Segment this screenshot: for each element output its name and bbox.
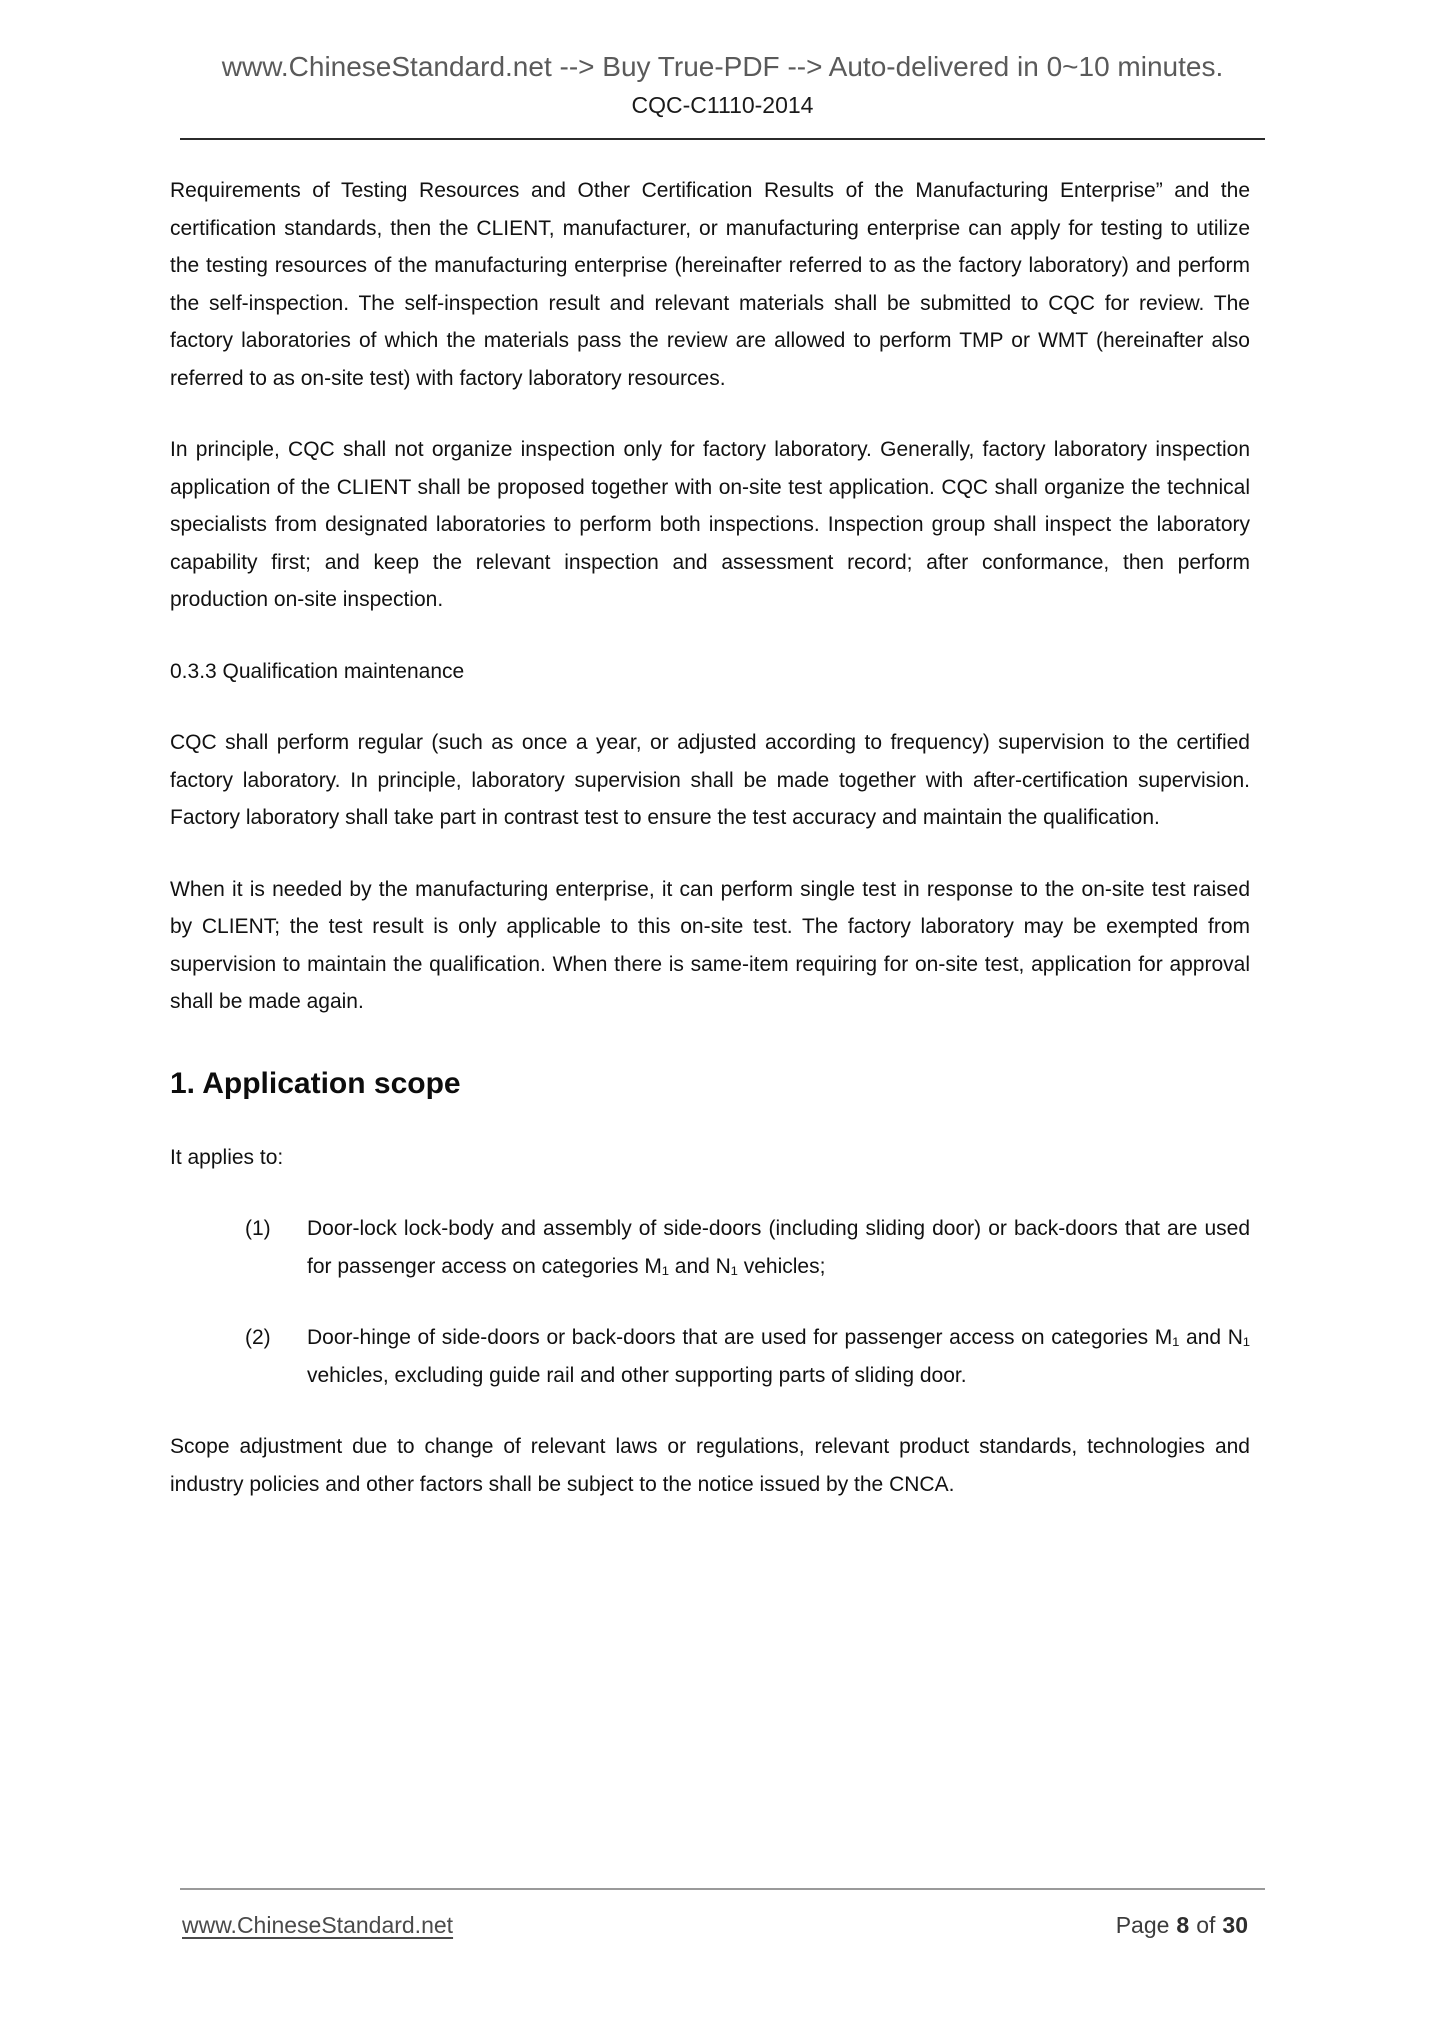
header-rule [180,138,1265,140]
page-footer [182,1908,1248,1942]
section-heading: 1. Application scope [170,1066,461,1100]
paragraph-4: When it is needed by the manufacturing enterprise, it can perform single test in response to the on-site test raised by CLIENT; the test result is only applicable to this on-site test. The factory laboratory may be exempted from supervision to maintain the qualification. When there is same-item requiring for on-site test, application for approval shall be made again. [170,877,1250,1013]
page-label: Page [1115,1912,1170,1938]
list-item-text: Door-hinge of side-doors or back-doors that are used for passenger access on categories M₁ and N₁ vehicles, excluding guide rail and other supporting parts of sliding door. [307,1326,1250,1387]
list-item [170,1210,1250,1285]
applies-line: It applies to: [170,1145,284,1169]
list-item [170,1319,1250,1394]
paragraph-2: In principle, CQC shall not organize inspection only for factory laboratory. Generally, factory laboratory inspection application of the CLIENT shall be proposed together with on-site test application. CQC shall organize the technical specialists from designated laboratories to perform both inspections. Inspection group shall inspect the laboratory capability first; and keep the relevant inspection and assessment record; after conformance, then perform production on-site inspection. [170,438,1250,611]
list-item-text: Door-lock lock-body and assembly of side-doors (including sliding door) or back-doors that are used for passenger access on categories M₁ and N₁ vehicles; [307,1217,1250,1278]
doc-code: CQC-C1110-2014 [631,92,814,118]
header-banner: www.ChineseStandard.net --> Buy True-PDF --> Auto-delivered in 0~10 minutes. [221,51,1224,82]
paragraph-3: CQC shall perform regular (such as once a year, or adjusted according to frequency) supervision to the certified factory laboratory. In principle, laboratory supervision shall be made together with after-certification supervision. Factory laboratory shall take part in contrast test to ensure the test accuracy and maintain the qualification. [170,731,1250,829]
page-total: 30 [1222,1912,1248,1938]
document-body [170,172,1250,1503]
page-header [0,50,1445,120]
footer-rule [180,1888,1265,1890]
subsection-heading: 0.3.3 Qualification maintenance [170,659,465,683]
page-number-info [1116,1908,1248,1942]
paragraph-5: Scope adjustment due to change of relevant laws or regulations, relevant product standards, technologies and industry policies and other factors shall be subject to the notice issued by the CNCA. [170,1435,1250,1496]
footer-site-link[interactable]: www.ChineseStandard.net [182,1912,454,1938]
page-current: 8 [1176,1912,1190,1938]
list-item-marker: (1) [245,1217,271,1240]
list-item-marker: (2) [245,1326,271,1349]
paragraph-1: Requirements of Testing Resources and Other Certification Results of the Manufacturing Enterprise” and the certification standards, then the CLIENT, manufacturer, or manufacturing enterprise can apply for testing to utilize the testing resources of the manufacturing enterprise (hereinafter referred to as the factory laboratory) and perform the self-inspection. The self-inspection result and relevant materials shall be submitted to CQC for review. The factory laboratories of which the materials pass the review are allowed to perform TMP or WMT (hereinafter also referred to as on-site test) with factory laboratory resources. [170,179,1250,390]
of-label: of [1196,1912,1216,1938]
